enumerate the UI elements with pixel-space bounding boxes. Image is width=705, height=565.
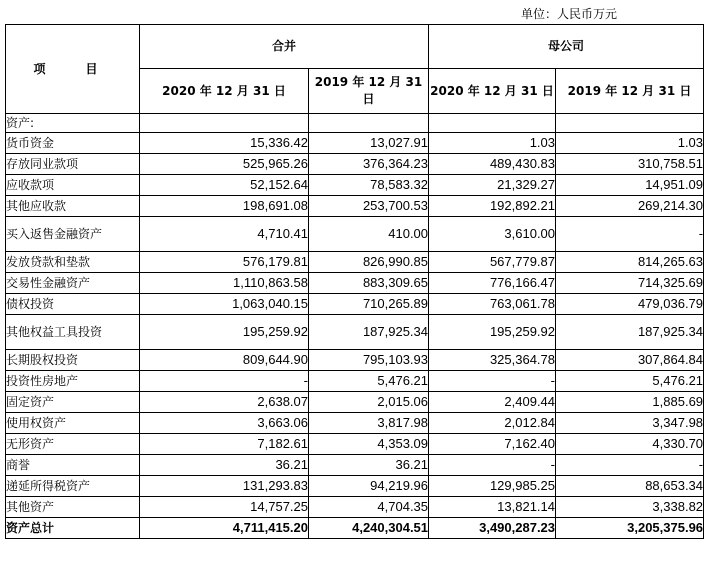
value-cell: 4,704.35 [309, 497, 429, 518]
value-cell: 13,027.91 [309, 133, 429, 154]
table-row [6, 497, 704, 518]
value-cell: 1.03 [429, 133, 556, 154]
row-label: 存放同业款项 [6, 154, 140, 175]
table-row [6, 294, 704, 315]
value-cell: 14,951.09 [556, 175, 704, 196]
value-cell: 1,063,040.15 [140, 294, 309, 315]
row-label: 使用权资产 [6, 413, 140, 434]
value-cell: 7,182.61 [140, 434, 309, 455]
value-cell: 1,110,863.58 [140, 273, 309, 294]
value-cell: 567,779.87 [429, 252, 556, 273]
total-row [6, 518, 704, 539]
row-label: 发放贷款和垫款 [6, 252, 140, 273]
value-cell: 3,817.98 [309, 413, 429, 434]
value-cell: 4,711,415.20 [140, 518, 309, 539]
value-cell: 14,757.25 [140, 497, 309, 518]
value-cell: 198,691.08 [140, 196, 309, 217]
value-cell: 5,476.21 [309, 371, 429, 392]
value-cell: 269,214.30 [556, 196, 704, 217]
empty-cell [140, 114, 309, 133]
col-2020-parent: 2020 年 12 月 31 日 [429, 69, 556, 114]
value-cell: 4,330.70 [556, 434, 704, 455]
table-row [6, 476, 704, 497]
table-row [6, 217, 704, 252]
value-cell: 809,644.90 [140, 350, 309, 371]
row-label: 资产总计 [6, 518, 140, 539]
table-row [6, 371, 704, 392]
value-cell: 4,240,304.51 [309, 518, 429, 539]
value-cell: 489,430.83 [429, 154, 556, 175]
value-cell: 763,061.78 [429, 294, 556, 315]
value-cell: 4,710.41 [140, 217, 309, 252]
balance-sheet-table [5, 24, 704, 539]
table-row [6, 154, 704, 175]
item-header: 项 目 [6, 25, 140, 114]
value-cell: 776,166.47 [429, 273, 556, 294]
value-cell: - [140, 371, 309, 392]
value-cell: 1,885.69 [556, 392, 704, 413]
table-row [6, 252, 704, 273]
value-cell: 826,990.85 [309, 252, 429, 273]
row-label: 债权投资 [6, 294, 140, 315]
row-label: 其他资产 [6, 497, 140, 518]
value-cell: 13,821.14 [429, 497, 556, 518]
value-cell: 307,864.84 [556, 350, 704, 371]
value-cell: 3,663.06 [140, 413, 309, 434]
table-row [6, 434, 704, 455]
consolidated-header: 合并 [140, 25, 429, 69]
table-body [6, 114, 704, 539]
row-label: 长期股权投资 [6, 350, 140, 371]
value-cell: 410.00 [309, 217, 429, 252]
table-row [6, 196, 704, 217]
value-cell: 15,336.42 [140, 133, 309, 154]
section-row [6, 114, 704, 133]
value-cell: 883,309.65 [309, 273, 429, 294]
value-cell: 310,758.51 [556, 154, 704, 175]
value-cell: 195,259.92 [429, 315, 556, 350]
value-cell: 187,925.34 [556, 315, 704, 350]
value-cell: 3,490,287.23 [429, 518, 556, 539]
value-cell: 21,329.27 [429, 175, 556, 196]
table-row [6, 413, 704, 434]
col-2020-consolidated: 2020 年 12 月 31 日 [140, 69, 309, 114]
value-cell: 325,364.78 [429, 350, 556, 371]
value-cell: 479,036.79 [556, 294, 704, 315]
value-cell: 52,152.64 [140, 175, 309, 196]
empty-cell [556, 114, 704, 133]
table-row [6, 350, 704, 371]
row-label: 固定资产 [6, 392, 140, 413]
value-cell: 187,925.34 [309, 315, 429, 350]
section-label: 资产: [6, 114, 140, 133]
value-cell: 36.21 [140, 455, 309, 476]
value-cell: 576,179.81 [140, 252, 309, 273]
row-label: 投资性房地产 [6, 371, 140, 392]
value-cell: 94,219.96 [309, 476, 429, 497]
table-row [6, 273, 704, 294]
value-cell: 5,476.21 [556, 371, 704, 392]
row-label: 商誉 [6, 455, 140, 476]
value-cell: 3,347.98 [556, 413, 704, 434]
empty-cell [309, 114, 429, 133]
value-cell: 1.03 [556, 133, 704, 154]
value-cell: - [429, 455, 556, 476]
table-row [6, 392, 704, 413]
value-cell: 36.21 [309, 455, 429, 476]
value-cell: 195,259.92 [140, 315, 309, 350]
row-label: 货币资金 [6, 133, 140, 154]
col-2019-consolidated: 2019 年 12 月 31 日 [309, 69, 429, 114]
parent-company-header: 母公司 [429, 25, 704, 69]
value-cell: 78,583.32 [309, 175, 429, 196]
row-label: 应收款项 [6, 175, 140, 196]
value-cell: 253,700.53 [309, 196, 429, 217]
value-cell: 2,012.84 [429, 413, 556, 434]
value-cell: 3,610.00 [429, 217, 556, 252]
value-cell: 2,409.44 [429, 392, 556, 413]
table-row [6, 455, 704, 476]
value-cell: 376,364.23 [309, 154, 429, 175]
row-label: 递延所得税资产 [6, 476, 140, 497]
empty-cell [429, 114, 556, 133]
row-label: 其他应收款 [6, 196, 140, 217]
value-cell: 710,265.89 [309, 294, 429, 315]
value-cell: 3,338.82 [556, 497, 704, 518]
value-cell: 795,103.93 [309, 350, 429, 371]
row-label: 交易性金融资产 [6, 273, 140, 294]
table-row [6, 133, 704, 154]
value-cell: 2,015.06 [309, 392, 429, 413]
value-cell: 525,965.26 [140, 154, 309, 175]
unit-label: 单位：人民币万元 [521, 7, 618, 21]
value-cell: 814,265.63 [556, 252, 704, 273]
value-cell: - [556, 217, 704, 252]
value-cell: 714,325.69 [556, 273, 704, 294]
row-label: 其他权益工具投资 [6, 315, 140, 350]
value-cell: 131,293.83 [140, 476, 309, 497]
table-row [6, 175, 704, 196]
value-cell: 3,205,375.96 [556, 518, 704, 539]
table-row [6, 315, 704, 350]
value-cell: - [556, 455, 704, 476]
value-cell: 7,162.40 [429, 434, 556, 455]
col-2019-parent: 2019 年 12 月 31 日 [556, 69, 704, 114]
value-cell: 129,985.25 [429, 476, 556, 497]
row-label: 无形资产 [6, 434, 140, 455]
value-cell: 88,653.34 [556, 476, 704, 497]
value-cell: 4,353.09 [309, 434, 429, 455]
value-cell: - [429, 371, 556, 392]
row-label: 买入返售金融资产 [6, 217, 140, 252]
value-cell: 2,638.07 [140, 392, 309, 413]
value-cell: 192,892.21 [429, 196, 556, 217]
